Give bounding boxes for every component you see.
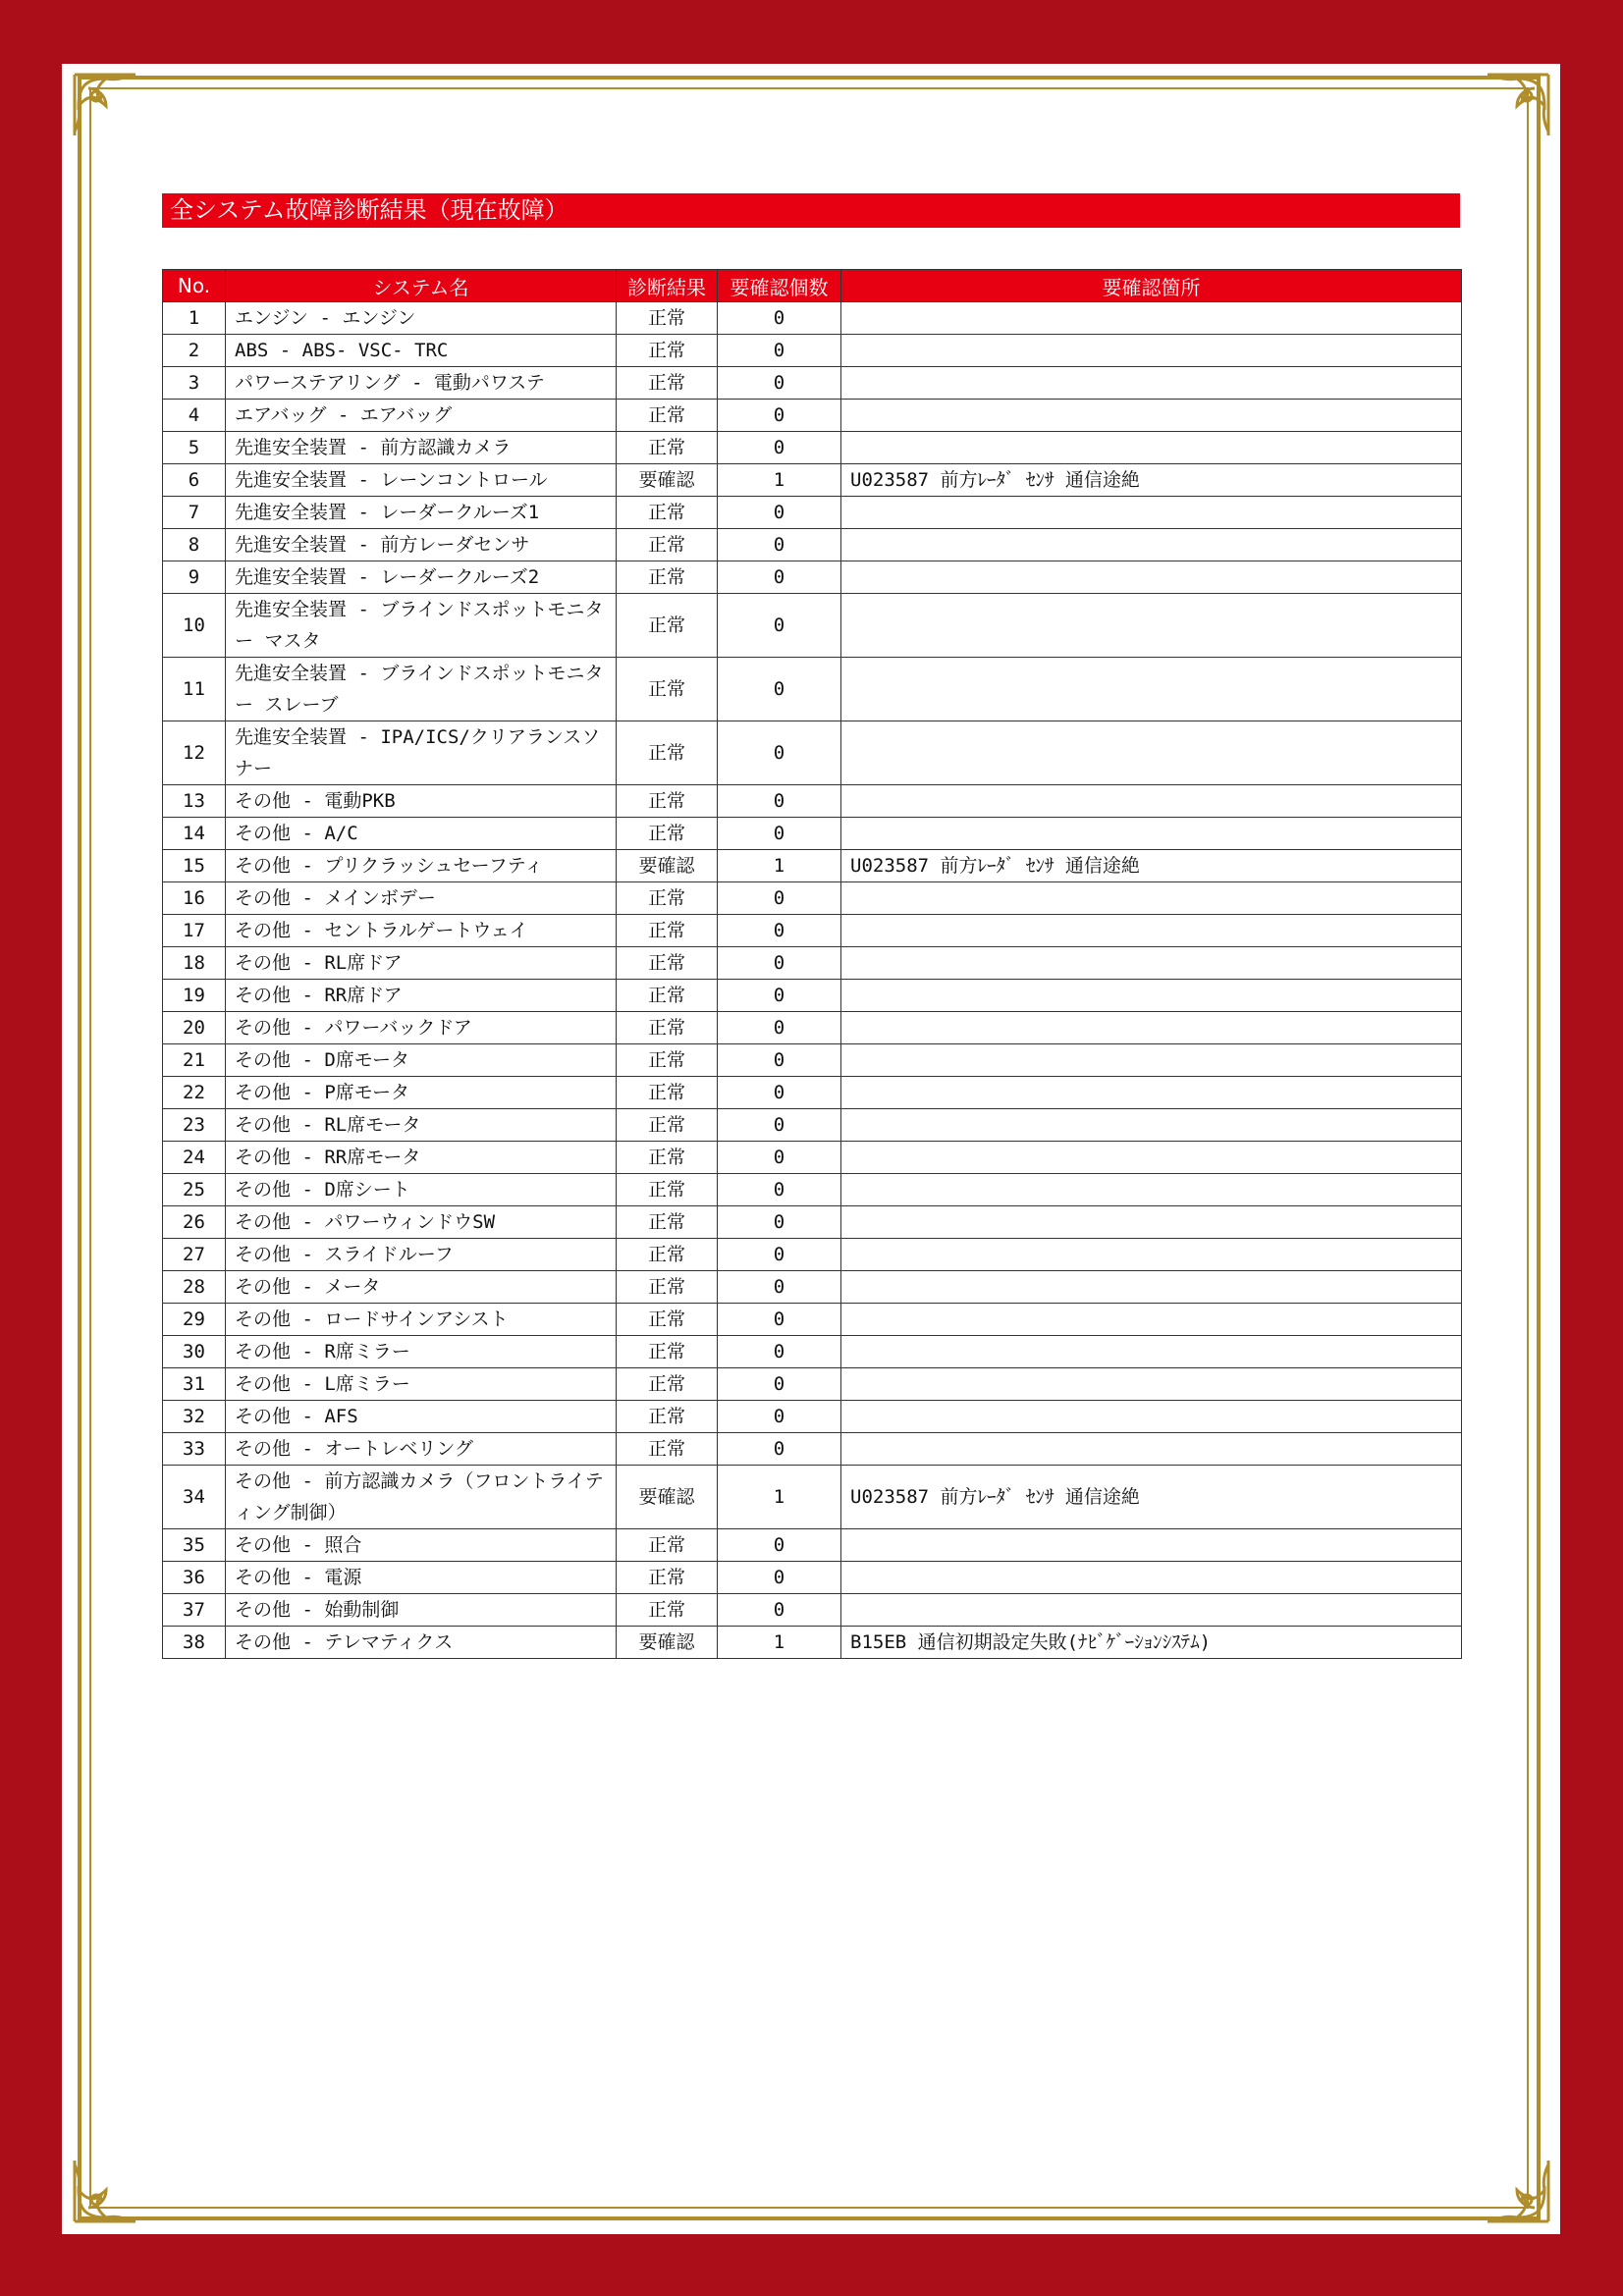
- cell-location: [841, 1529, 1462, 1562]
- table-row: [163, 1271, 1462, 1304]
- cell-location: [841, 594, 1462, 658]
- cell-result: 正常: [617, 335, 718, 367]
- cell-no: 5: [163, 432, 226, 464]
- cell-result: 正常: [617, 658, 718, 721]
- cell-count: 0: [718, 1433, 841, 1466]
- cell-system-name: その他 - RR席モータ: [226, 1142, 617, 1174]
- cell-system-name: 先進安全装置 - レーダークルーズ1: [226, 497, 617, 529]
- table-row: [163, 915, 1462, 947]
- cell-location: [841, 1206, 1462, 1239]
- diagnosis-table: [162, 269, 1462, 1659]
- cell-result: 正常: [617, 497, 718, 529]
- table-row: [163, 980, 1462, 1012]
- cell-result: 正常: [617, 1562, 718, 1594]
- table-row: [163, 335, 1462, 367]
- cell-system-name: その他 - プリクラッシュセーフティ: [226, 850, 617, 882]
- cell-location: [841, 882, 1462, 915]
- cell-count: 0: [718, 818, 841, 850]
- cell-no: 12: [163, 721, 226, 785]
- table-row: [163, 594, 1462, 658]
- cell-system-name: 先進安全装置 - IPA/ICS/クリアランスソナー: [226, 721, 617, 785]
- cell-count: 0: [718, 1206, 841, 1239]
- cell-count: 0: [718, 1336, 841, 1368]
- table-row: [163, 1044, 1462, 1077]
- cell-system-name: その他 - パワーウィンドウSW: [226, 1206, 617, 1239]
- cell-count: 0: [718, 302, 841, 335]
- cell-no: 27: [163, 1239, 226, 1271]
- cell-no: 11: [163, 658, 226, 721]
- cell-location: [841, 432, 1462, 464]
- cell-system-name: その他 - テレマティクス: [226, 1627, 617, 1659]
- cell-no: 10: [163, 594, 226, 658]
- cell-count: 0: [718, 335, 841, 367]
- cell-count: 0: [718, 400, 841, 432]
- cell-no: 13: [163, 785, 226, 818]
- cell-count: 0: [718, 432, 841, 464]
- table-row: [163, 1562, 1462, 1594]
- cell-location: [841, 1174, 1462, 1206]
- ornament-corner-icon: [67, 67, 155, 155]
- cell-no: 3: [163, 367, 226, 400]
- cell-location: [841, 1594, 1462, 1627]
- cell-count: 0: [718, 1044, 841, 1077]
- table-row: [163, 1401, 1462, 1433]
- cell-result: 正常: [617, 1368, 718, 1401]
- table-row: [163, 1433, 1462, 1466]
- section-title: 全システム故障診断結果（現在故障）: [162, 193, 1460, 228]
- cell-location: [841, 1142, 1462, 1174]
- table-row: [163, 658, 1462, 721]
- table-row: [163, 1012, 1462, 1044]
- cell-no: 25: [163, 1174, 226, 1206]
- cell-location: [841, 529, 1462, 561]
- cell-result: 正常: [617, 1433, 718, 1466]
- cell-system-name: パワーステアリング - 電動パワステ: [226, 367, 617, 400]
- cell-system-name: 先進安全装置 - 前方認識カメラ: [226, 432, 617, 464]
- cell-no: 36: [163, 1562, 226, 1594]
- cell-location: [841, 561, 1462, 594]
- cell-system-name: その他 - メインボデー: [226, 882, 617, 915]
- cell-location: U023587 前方ﾚｰﾀﾞ ｾﾝｻ 通信途絶: [841, 464, 1462, 497]
- cell-location: [841, 658, 1462, 721]
- cell-result: 正常: [617, 980, 718, 1012]
- cell-no: 17: [163, 915, 226, 947]
- cell-count: 0: [718, 1012, 841, 1044]
- cell-location: [841, 1077, 1462, 1109]
- cell-system-name: ABS - ABS- VSC- TRC: [226, 335, 617, 367]
- cell-result: 正常: [617, 400, 718, 432]
- cell-result: 正常: [617, 1336, 718, 1368]
- ornament-corner-icon: [1468, 67, 1556, 155]
- cell-result: 正常: [617, 818, 718, 850]
- cell-count: 0: [718, 529, 841, 561]
- cell-location: [841, 1271, 1462, 1304]
- table-row: [163, 850, 1462, 882]
- table-row: [163, 302, 1462, 335]
- header-system-name: システム名: [226, 270, 617, 302]
- header-count: 要確認個数: [718, 270, 841, 302]
- cell-no: 23: [163, 1109, 226, 1142]
- cell-system-name: その他 - メータ: [226, 1271, 617, 1304]
- cell-count: 0: [718, 1401, 841, 1433]
- table-row: [163, 1466, 1462, 1529]
- cell-system-name: その他 - RL席ドア: [226, 947, 617, 980]
- cell-location: [841, 400, 1462, 432]
- cell-no: 18: [163, 947, 226, 980]
- cell-count: 0: [718, 1174, 841, 1206]
- table-header-row: [163, 270, 1462, 302]
- cell-result: 正常: [617, 594, 718, 658]
- cell-result: 要確認: [617, 1627, 718, 1659]
- cell-location: [841, 915, 1462, 947]
- cell-result: 要確認: [617, 464, 718, 497]
- cell-result: 要確認: [617, 1466, 718, 1529]
- ornament-corner-icon: [67, 2141, 155, 2229]
- cell-system-name: その他 - 前方認識カメラ（フロントライティング制御）: [226, 1466, 617, 1529]
- cell-count: 0: [718, 367, 841, 400]
- table-body: [163, 302, 1462, 1659]
- cell-system-name: 先進安全装置 - ブラインドスポットモニター スレーブ: [226, 658, 617, 721]
- cell-no: 1: [163, 302, 226, 335]
- cell-system-name: その他 - RR席ドア: [226, 980, 617, 1012]
- table-row: [163, 367, 1462, 400]
- cell-system-name: 先進安全装置 - レーダークルーズ2: [226, 561, 617, 594]
- cell-system-name: その他 - L席ミラー: [226, 1368, 617, 1401]
- cell-result: 正常: [617, 1401, 718, 1433]
- cell-result: 正常: [617, 1012, 718, 1044]
- table-row: [163, 464, 1462, 497]
- cell-count: 0: [718, 947, 841, 980]
- cell-count: 0: [718, 1529, 841, 1562]
- cell-no: 7: [163, 497, 226, 529]
- cell-result: 正常: [617, 1594, 718, 1627]
- cell-system-name: その他 - 電動PKB: [226, 785, 617, 818]
- cell-result: 正常: [617, 882, 718, 915]
- table-row: [163, 1206, 1462, 1239]
- table-row: [163, 400, 1462, 432]
- cell-no: 16: [163, 882, 226, 915]
- cell-count: 0: [718, 497, 841, 529]
- table-row: [163, 1304, 1462, 1336]
- cell-system-name: その他 - RL席モータ: [226, 1109, 617, 1142]
- table-row: [163, 947, 1462, 980]
- cell-count: 0: [718, 1142, 841, 1174]
- cell-no: 20: [163, 1012, 226, 1044]
- cell-count: 0: [718, 1271, 841, 1304]
- cell-no: 37: [163, 1594, 226, 1627]
- table-row: [163, 1109, 1462, 1142]
- cell-no: 4: [163, 400, 226, 432]
- cell-location: [841, 497, 1462, 529]
- cell-count: 0: [718, 915, 841, 947]
- cell-count: 0: [718, 1109, 841, 1142]
- cell-count: 0: [718, 721, 841, 785]
- cell-no: 35: [163, 1529, 226, 1562]
- cell-no: 34: [163, 1466, 226, 1529]
- cell-result: 正常: [617, 1044, 718, 1077]
- cell-system-name: その他 - セントラルゲートウェイ: [226, 915, 617, 947]
- cell-no: 32: [163, 1401, 226, 1433]
- cell-result: 正常: [617, 1174, 718, 1206]
- cell-no: 33: [163, 1433, 226, 1466]
- cell-count: 0: [718, 980, 841, 1012]
- cell-count: 1: [718, 1466, 841, 1529]
- cell-count: 0: [718, 882, 841, 915]
- header-result: 診断結果: [617, 270, 718, 302]
- cell-system-name: その他 - オートレベリング: [226, 1433, 617, 1466]
- cell-no: 24: [163, 1142, 226, 1174]
- cell-location: [841, 947, 1462, 980]
- cell-location: [841, 1401, 1462, 1433]
- cell-result: 正常: [617, 1239, 718, 1271]
- cell-no: 38: [163, 1627, 226, 1659]
- cell-system-name: その他 - A/C: [226, 818, 617, 850]
- cell-no: 30: [163, 1336, 226, 1368]
- cell-system-name: 先進安全装置 - レーンコントロール: [226, 464, 617, 497]
- header-location: 要確認箇所: [841, 270, 1462, 302]
- cell-system-name: その他 - D席モータ: [226, 1044, 617, 1077]
- cell-location: [841, 1562, 1462, 1594]
- cell-location: [841, 1044, 1462, 1077]
- cell-result: 正常: [617, 1304, 718, 1336]
- cell-count: 0: [718, 658, 841, 721]
- cell-result: 正常: [617, 1142, 718, 1174]
- cell-count: 1: [718, 850, 841, 882]
- cell-system-name: 先進安全装置 - ブラインドスポットモニター マスタ: [226, 594, 617, 658]
- cell-location: U023587 前方ﾚｰﾀﾞ ｾﾝｻ 通信途絶: [841, 850, 1462, 882]
- cell-no: 14: [163, 818, 226, 850]
- cell-no: 9: [163, 561, 226, 594]
- cell-result: 正常: [617, 785, 718, 818]
- cell-location: [841, 980, 1462, 1012]
- table-row: [163, 1594, 1462, 1627]
- cell-system-name: その他 - 電源: [226, 1562, 617, 1594]
- cell-location: B15EB 通信初期設定失敗(ﾅﾋﾞｹﾞｰｼｮﾝｼｽﾃﾑ): [841, 1627, 1462, 1659]
- table-row: [163, 529, 1462, 561]
- table-row: [163, 1627, 1462, 1659]
- cell-location: [841, 1012, 1462, 1044]
- cell-count: 0: [718, 1077, 841, 1109]
- table-row: [163, 1368, 1462, 1401]
- cell-system-name: 先進安全装置 - 前方レーダセンサ: [226, 529, 617, 561]
- cell-result: 正常: [617, 432, 718, 464]
- cell-location: [841, 1368, 1462, 1401]
- cell-count: 0: [718, 1368, 841, 1401]
- cell-location: [841, 367, 1462, 400]
- cell-system-name: その他 - ロードサインアシスト: [226, 1304, 617, 1336]
- header-no: No.: [163, 270, 226, 302]
- cell-no: 31: [163, 1368, 226, 1401]
- cell-location: [841, 721, 1462, 785]
- table-row: [163, 497, 1462, 529]
- cell-result: 正常: [617, 529, 718, 561]
- cell-count: 0: [718, 1239, 841, 1271]
- cell-location: [841, 1109, 1462, 1142]
- cell-count: 0: [718, 594, 841, 658]
- cell-result: 正常: [617, 947, 718, 980]
- cell-no: 2: [163, 335, 226, 367]
- cell-count: 0: [718, 561, 841, 594]
- cell-no: 22: [163, 1077, 226, 1109]
- cell-system-name: その他 - パワーバックドア: [226, 1012, 617, 1044]
- cell-result: 正常: [617, 561, 718, 594]
- cell-system-name: エンジン - エンジン: [226, 302, 617, 335]
- cell-no: 21: [163, 1044, 226, 1077]
- cell-no: 8: [163, 529, 226, 561]
- cell-result: 正常: [617, 302, 718, 335]
- cell-system-name: その他 - 始動制御: [226, 1594, 617, 1627]
- cell-location: U023587 前方ﾚｰﾀﾞ ｾﾝｻ 通信途絶: [841, 1466, 1462, 1529]
- cell-location: [841, 335, 1462, 367]
- cell-no: 6: [163, 464, 226, 497]
- cell-location: [841, 1304, 1462, 1336]
- table-row: [163, 818, 1462, 850]
- table-row: [163, 432, 1462, 464]
- cell-system-name: その他 - 照合: [226, 1529, 617, 1562]
- cell-system-name: その他 - P席モータ: [226, 1077, 617, 1109]
- table-row: [163, 785, 1462, 818]
- cell-result: 正常: [617, 367, 718, 400]
- cell-result: 要確認: [617, 850, 718, 882]
- cell-location: [841, 1336, 1462, 1368]
- table-row: [163, 1142, 1462, 1174]
- table-row: [163, 1336, 1462, 1368]
- cell-system-name: その他 - D席シート: [226, 1174, 617, 1206]
- cell-result: 正常: [617, 1077, 718, 1109]
- cell-count: 0: [718, 1594, 841, 1627]
- cell-location: [841, 1239, 1462, 1271]
- table-row: [163, 1239, 1462, 1271]
- cell-no: 19: [163, 980, 226, 1012]
- table-row: [163, 1077, 1462, 1109]
- cell-no: 26: [163, 1206, 226, 1239]
- cell-no: 28: [163, 1271, 226, 1304]
- cell-count: 0: [718, 785, 841, 818]
- cell-result: 正常: [617, 915, 718, 947]
- cell-result: 正常: [617, 1529, 718, 1562]
- cell-count: 1: [718, 464, 841, 497]
- cell-count: 1: [718, 1627, 841, 1659]
- table-row: [163, 721, 1462, 785]
- cell-system-name: エアバッグ - エアバッグ: [226, 400, 617, 432]
- table-row: [163, 561, 1462, 594]
- cell-system-name: その他 - スライドルーフ: [226, 1239, 617, 1271]
- cell-count: 0: [718, 1304, 841, 1336]
- cell-system-name: その他 - AFS: [226, 1401, 617, 1433]
- table-row: [163, 1174, 1462, 1206]
- cell-system-name: その他 - R席ミラー: [226, 1336, 617, 1368]
- cell-result: 正常: [617, 721, 718, 785]
- ornament-corner-icon: [1468, 2141, 1556, 2229]
- cell-location: [841, 302, 1462, 335]
- cell-no: 29: [163, 1304, 226, 1336]
- table-row: [163, 1529, 1462, 1562]
- cell-no: 15: [163, 850, 226, 882]
- cell-count: 0: [718, 1562, 841, 1594]
- table-row: [163, 882, 1462, 915]
- cell-location: [841, 785, 1462, 818]
- cell-result: 正常: [617, 1206, 718, 1239]
- cell-result: 正常: [617, 1109, 718, 1142]
- cell-result: 正常: [617, 1271, 718, 1304]
- cell-location: [841, 1433, 1462, 1466]
- cell-location: [841, 818, 1462, 850]
